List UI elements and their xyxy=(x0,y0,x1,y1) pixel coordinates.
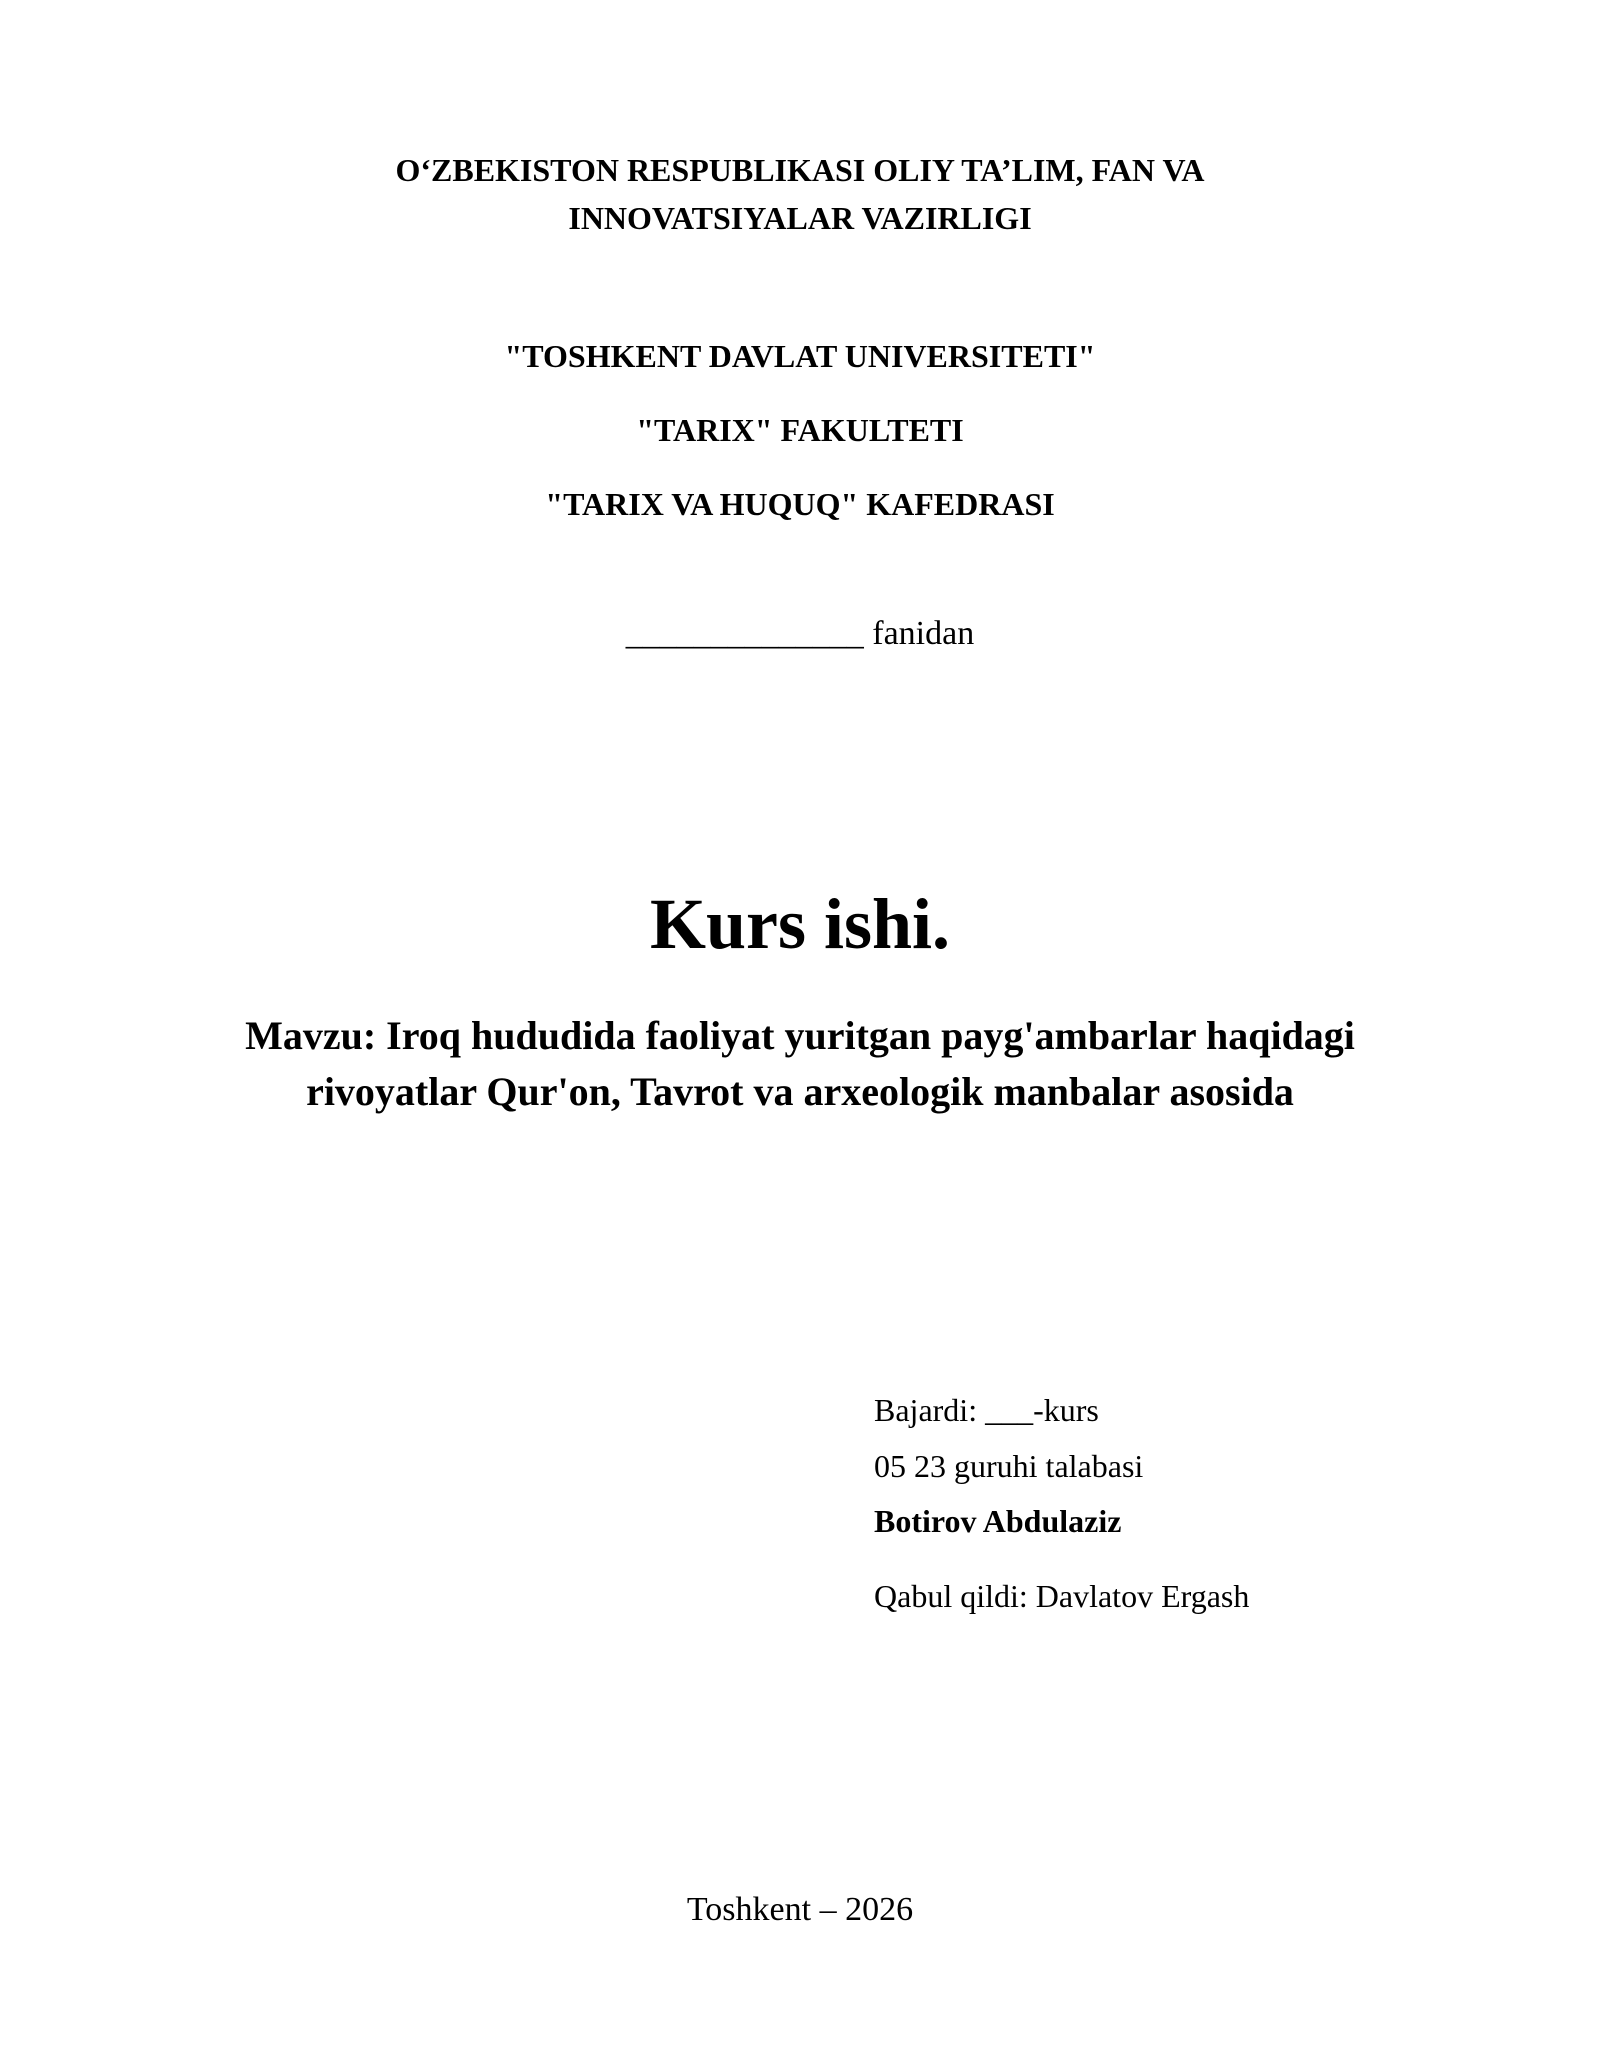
university-name: "TOSHKENT DAVLAT UNIVERSITETI" xyxy=(504,338,1096,374)
subject-blank: ______________ xyxy=(625,615,864,652)
department-name: "TARIX VA HUQUQ" KAFEDRASI xyxy=(545,486,1055,522)
topic-line-1: Mavzu: Iroq hududida faoliyat yuritgan payg'ambarlar haqidagi xyxy=(245,1013,1355,1058)
subject-line xyxy=(0,614,1600,654)
performed-by: Bajardi: ___-kurs xyxy=(874,1392,1099,1428)
student-group: 05 23 guruhi talabasi xyxy=(874,1448,1144,1484)
faculty-name: "TARIX" FAKULTETI xyxy=(636,412,964,448)
topic-line-2: rivoyatlar Qur'on, Tavrot va arxeologik manbalar asosida xyxy=(306,1069,1294,1114)
document-title: Kurs ishi. xyxy=(649,884,951,964)
ministry-line-2: INNOVATSIYALAR VAZIRLIGI xyxy=(568,200,1032,236)
city-year: Toshkent – 2026 xyxy=(686,1891,914,1928)
accepted-by: Qabul qildi: Davlatov Ergash xyxy=(874,1578,1250,1614)
ministry-line-1: O‘ZBEKISTON RESPUBLIKASI OLIY TA’LIM, FAN VA xyxy=(395,152,1205,188)
student-name: Botirov Abdulaziz xyxy=(874,1503,1122,1539)
subject-suffix: fanidan xyxy=(872,615,975,652)
